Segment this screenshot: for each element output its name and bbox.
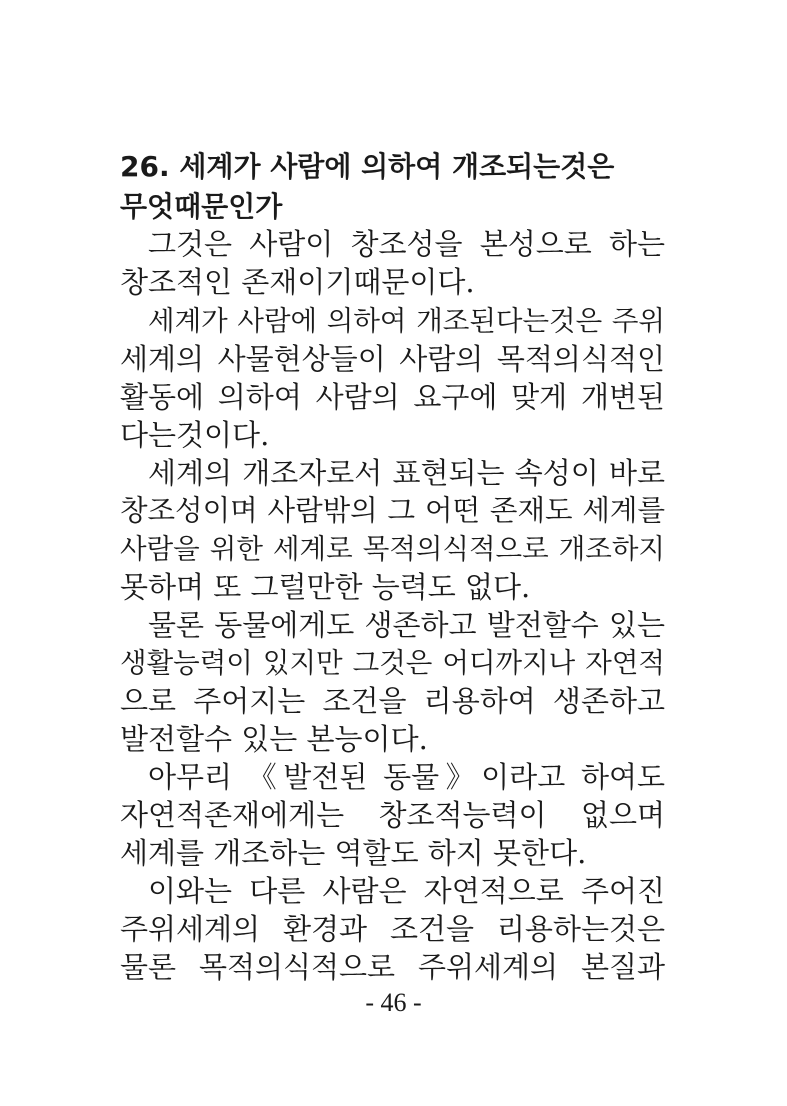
body-line: 다는것이다. (120, 418, 270, 452)
body-line: 창조성이며 사람밖의 그 어떤 존재도 세계를 (120, 494, 665, 527)
body-line: 그것은 사람이 창조성을 본성으로 하는 (148, 227, 665, 261)
page-number: - 46 - (365, 988, 422, 1017)
body-line: 발전할수 있는 본능이다. (120, 722, 428, 756)
body-line: 물론 목적의식적으로 주위세계의 본질과 (120, 950, 665, 984)
body-line: 세계의 개조자로서 표현되는 속성이 바로 (148, 456, 665, 490)
section-heading-line-1: 26. 세계가 사람에 의하여 개조되는것은 (120, 150, 615, 183)
section-heading-line-2: 무엇때문인가 (120, 190, 283, 223)
body-line: 물론 동물에게도 생존하고 발전할수 있는 (148, 608, 665, 642)
body-line: 못하며 또 그럴만한 능력도 없다. (120, 570, 531, 604)
body-line: 세계의 사물현상들이 사람의 목적의식적인 (120, 342, 665, 376)
body-line: 창조적인 존재이기때문이다. (120, 265, 475, 299)
body-line: 이와는 다른 사람은 자연적으로 주어진 (148, 874, 665, 908)
body-line: 세계가 사람에 의하여 개조된다는것은 주위 (148, 305, 665, 337)
body-line: 아무리 《발전된 동물》이라고 하여도 (148, 760, 665, 794)
body-line: 사람을 위한 세계로 목적의식적으로 개조하지 (120, 533, 665, 565)
body-line: 세계를 개조하는 역할도 하지 못한다. (120, 836, 587, 870)
body-line: 생활능력이 있지만 그것은 어디까지나 자연적 (120, 647, 665, 679)
body-line: 주위세계의 환경과 조건을 리용하는것은 (120, 912, 665, 946)
body-line: 활동에 의하여 사람의 요구에 맞게 개변된 (120, 380, 665, 414)
body-line: 으로 주어지는 조건을 리용하여 생존하고 (120, 684, 665, 718)
body-line: 자연적존재에게는 창조적능력이 없으며 (120, 798, 665, 832)
